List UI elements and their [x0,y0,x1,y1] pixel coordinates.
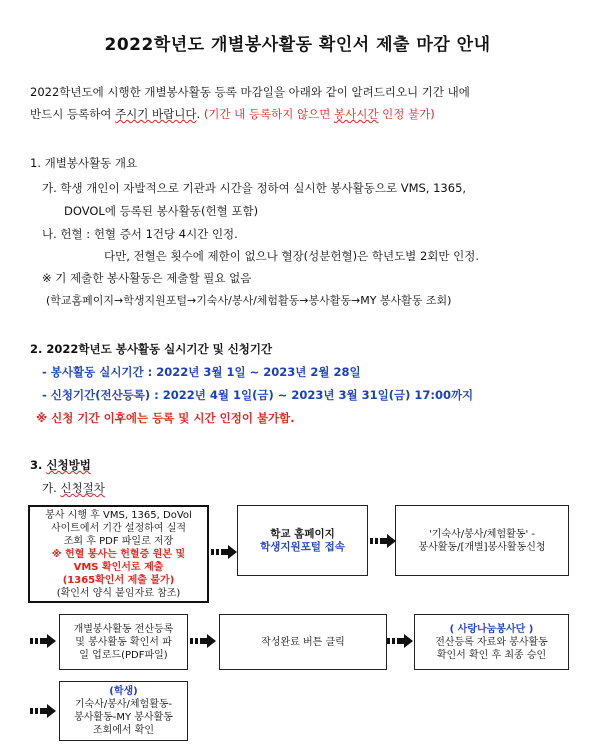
intro-warning-2: 인정 불가) [378,107,435,121]
flow-step-1 [28,505,209,603]
flow-arrow-2-3 [370,534,396,548]
section2-heading: 2. 2022학년도 봉사활동 실시기간 및 신청기간 [30,342,273,356]
flow-step-6-line-2: 전산등록 자료와 봉사활동 [435,636,548,648]
section1-heading: 1. 개별봉사활동 개요 [30,156,138,170]
flow-arrow-6-7 [30,704,56,718]
section3-heading-num: 3. [30,458,47,472]
section1-na-line2: 다만, 전혈은 횟수에 제한이 없으나 혈장(성분헌혈)은 학년도별 2회만 인정. [104,249,480,263]
section1-ga-line2: DOVOL에 등록된 봉사활동(헌혈 포함) [64,204,259,218]
section2-period: - 봉사활동 실시기간 : 2022년 3월 1일 ~ 2023년 2월 28일 [42,365,361,379]
section3-sub-prefix: 가. [42,481,61,495]
section1-ga-line1: 가. 학생 개인이 자발적으로 기관과 시간을 정하여 실시한 봉사활동으로 VMS, 1365, [42,181,467,195]
flow-step-7 [59,681,188,741]
flow-step-2 [237,505,368,576]
flow-step-1-line-1: 봉사 시행 후 VMS, 1365, DoVol [45,509,192,521]
flow-step-1-line-2: 사이트에서 기간 설정하여 실적 [50,522,187,534]
section3-heading [30,457,91,473]
flow-step-1-red-2: VMS 확인서로 제출 [73,561,164,573]
section3-sub-text: 신청절차 [60,481,105,495]
intro-line-2 [30,106,435,122]
flow-step-6 [414,614,569,670]
flow-step-1-red-3: (1365확인서 제출 불가) [62,574,175,586]
section3-sub [42,480,105,496]
flow-step-3-line-1: '기숙사/봉사/체험활동' - [429,528,535,540]
intro-warning-1: (기간 내 등록하지 않으면 [203,107,335,121]
flow-arrow-3-4 [30,634,56,648]
flow-step-4-line-2: 및 봉사활동 확인서 파 [75,636,172,648]
intro-warning-wavy: 봉사시간 [334,107,379,121]
flow-step-2-line-2: 학생지원포털 접속 [260,540,345,553]
flow-step-1-line-3: 조회 후 PDF 파일로 저장 [63,535,174,547]
intro-line-2-prefix: 반드시 등록하여 [30,107,116,121]
flow-arrow-4-5 [190,634,216,648]
intro-line-1: 2022학년도에 시행한 개별봉사활동 등록 마감일을 아래와 같이 알려드리오니 기간 내에 [30,85,470,99]
page-title: 2022학년도 개별봉사활동 확인서 제출 마감 안내 [104,35,491,55]
flow-step-4 [59,614,188,670]
section1-path: (학교홈페이지→학생지원포털→기숙사/봉사/체험활동→봉사활동→MY 봉사활동 조회) [46,294,452,307]
flow-step-7-line-3: 봉사활동-MY 봉사활동 [74,712,173,723]
flow-step-3-line-2: 봉사활동/[개별]봉사활동신청 [418,541,546,553]
flow-step-5 [219,614,387,670]
flow-step-2-line-1: 학교 홈페이지 [270,527,335,540]
flow-step-7-line-1: (학생) [109,686,138,697]
flow-arrow-5-6 [387,634,413,648]
intro-line-2-mid: . [196,107,204,121]
flow-step-4-line-3: 일 업로드(PDF파일) [79,649,168,661]
flow-step-7-line-2: 기숙사/봉사/체험활동- [74,699,173,710]
flow-step-7-line-4: 조회에서 확인 [92,725,155,736]
section2-warning: ※ 신청 기간 이후에는 등록 및 시간 인정이 불가함. [36,411,295,425]
flow-step-6-line-3: 확인서 확인 후 최종 승인 [436,649,547,661]
section1-na-line1: 나. 헌혈 : 헌혈 증서 1건당 4시간 인정. [42,227,238,241]
flow-step-3 [395,505,569,576]
section2-apply: - 신청기간(전산등록) : 2022년 4월 1일(금) ~ 2023년 3월 31일(금) 17:00까지 [42,388,474,402]
section1-note: ※ 기 제출한 봉사활동은 제출할 필요 없음 [42,271,252,285]
flow-step-5-line-1: 작성완료 버튼 클릭 [261,636,345,648]
flow-step-6-line-1: ( 사랑나눔봉사단 ) [449,623,534,635]
flow-step-1-line-4: (확인서 양식 붙임자료 참조) [56,587,181,599]
flow-step-4-line-1: 개별봉사활동 전산등록 [73,623,174,635]
flow-arrow-1-2 [211,545,237,559]
intro-line-2-wavy: 주시기 바랍니다 [115,107,197,121]
section3-heading-text: 신청방법 [46,458,91,472]
flow-step-1-red-1: ※ 헌혈 봉사는 헌혈증 원본 및 [51,548,186,560]
